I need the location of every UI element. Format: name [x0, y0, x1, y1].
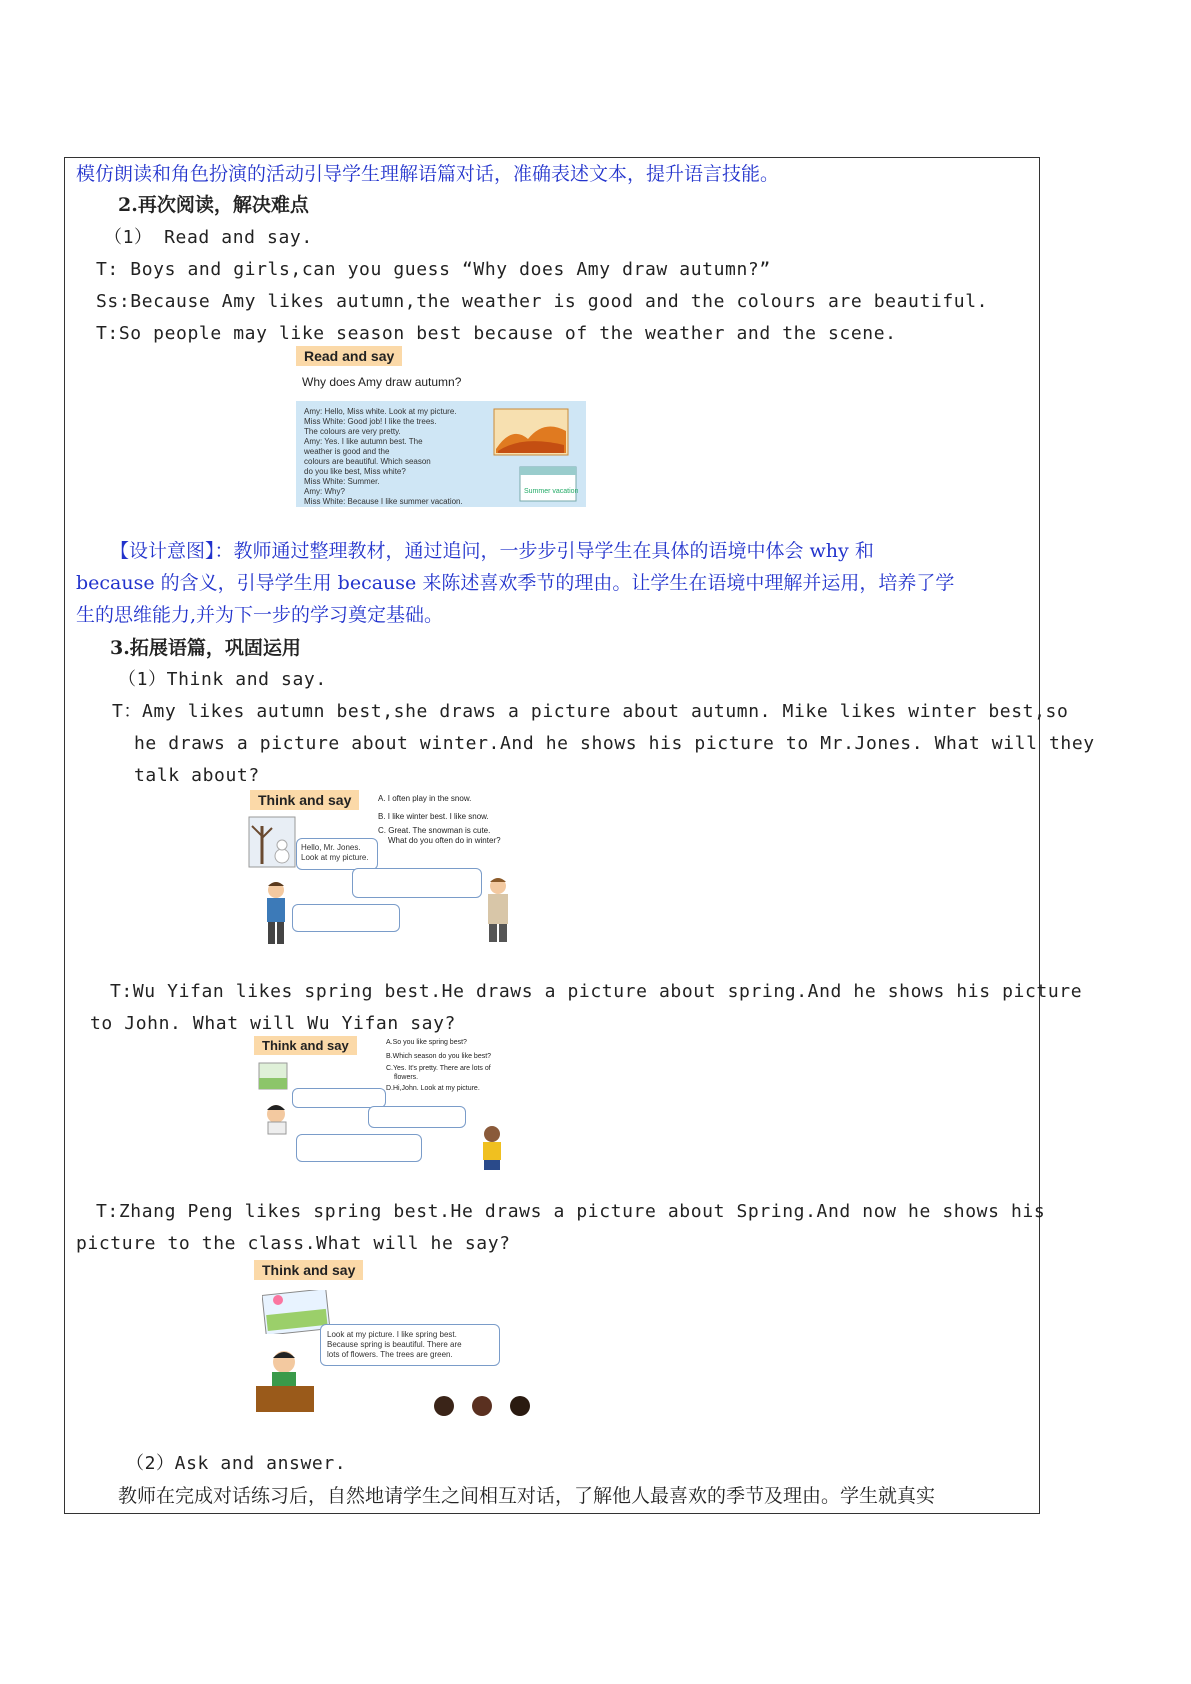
dialogue-line: Amy: Hello, Miss white. Look at my picture. Miss White: Good job! I like the trees. The colours are very pretty. Amy: Yes. I like autumn best. The weather is good and the colours are beautiful. Which season do you like best, Miss white? Miss White: Summer. Amy: Why? Miss White: Because I like summer vacation.	[304, 407, 463, 506]
figure-tag: Read and say	[296, 346, 402, 366]
calendar-text: Summer vacation	[524, 488, 578, 495]
figure-question: Why does Amy draw autumn?	[302, 375, 462, 389]
wu-yifan-figure	[262, 1102, 298, 1136]
figure-tag: Think and say	[254, 1260, 363, 1280]
figure-tag: Think and say	[250, 790, 359, 810]
design-intent-line: 生的思维能力,并为下一步的学习奠定基础。	[76, 604, 444, 626]
options-list: A.So you like spring best? B.Which season do you like best? C.Yes. It's pretty. There are lots of flowers. D.Hi,John. Look at my picture.	[386, 1039, 492, 1092]
classmates-heads	[432, 1394, 536, 1418]
teacher-line: picture to the class.What will he say?	[76, 1233, 511, 1254]
dialogue-panel	[296, 401, 586, 507]
answer-bubble-blank	[368, 1106, 466, 1128]
teacher-line: T:Zhang Peng likes spring best.He draws a picture about Spring.And now he shows his	[96, 1201, 1046, 1222]
teacher-line: to John. What will Wu Yifan say?	[90, 1013, 456, 1034]
section3-item2: （2）Ask and answer.	[126, 1453, 347, 1474]
answer-bubble-blank	[296, 1134, 422, 1162]
teacher-figure	[478, 876, 518, 944]
calendar-icon	[518, 461, 578, 503]
options-list: A. I often play in the snow. B. I like winter best. I like snow. C. Great. The snowman is cute. What do you often do in winter?	[378, 794, 501, 845]
design-intent-line: because 的含义，引导学生用 because 来陈述喜欢季节的理由。让学生在语境中理解并运用，培养了学	[76, 572, 955, 594]
speech-bubble: Look at my picture. I like spring best. Because spring is beautiful. There are lots of flowers. The trees are green.	[320, 1324, 500, 1366]
section3-item1: （1）Think and say.	[118, 669, 327, 690]
content-table-frame	[64, 157, 1040, 1514]
section2-heading: 2.再次阅读，解决难点	[118, 194, 309, 216]
dialog-line: T: Boys and girls,can you guess “Why does Amy draw autumn?”	[96, 259, 771, 280]
dialog-line: Ss:Because Amy likes autumn,the weather is good and the colours are beautiful.	[96, 291, 989, 312]
teacher-line: T:Wu Yifan likes spring best.He draws a picture about spring.And he shows his picture	[110, 981, 1083, 1002]
teacher-line: T：Amy likes autumn best,she draws a picture about autumn. Mike likes winter best,so	[112, 701, 1069, 722]
speech-bubble: Hello, Mr. Jones. Look at my picture.	[296, 838, 378, 870]
winter-picture	[248, 816, 296, 868]
teacher-line: he draws a picture about winter.And he shows his picture to Mr.Jones. What will they	[134, 733, 1095, 754]
john-figure	[474, 1124, 510, 1172]
design-intent-line: 【设计意图】：教师通过整理教材，通过追问，一步步引导学生在具体的语境中体会 why 和	[110, 540, 874, 562]
figure-tag: Think and say	[254, 1036, 357, 1055]
boy-figure	[258, 880, 294, 946]
teacher-line: talk about?	[134, 765, 260, 786]
answer-bubble-blank	[292, 904, 400, 932]
section3-heading: 3.拓展语篇，巩固运用	[110, 637, 301, 659]
answer-bubble-blank	[352, 868, 482, 898]
dialog-line: T:So people may like season best because of the weather and the scene.	[96, 323, 897, 344]
spring-picture	[258, 1062, 288, 1090]
closing-text: 教师在完成对话练习后，自然地请学生之间相互对话，了解他人最喜欢的季节及理由。学生就真实	[118, 1485, 936, 1507]
autumn-picture	[492, 405, 572, 461]
zhang-peng-figure	[254, 1350, 316, 1414]
answer-bubble-blank	[292, 1088, 386, 1108]
section2-item1: （1） Read and say.	[104, 227, 313, 248]
intro-text: 模仿朗读和角色扮演的活动引导学生理解语篇对话，准确表述文本，提升语言技能。	[76, 163, 780, 185]
